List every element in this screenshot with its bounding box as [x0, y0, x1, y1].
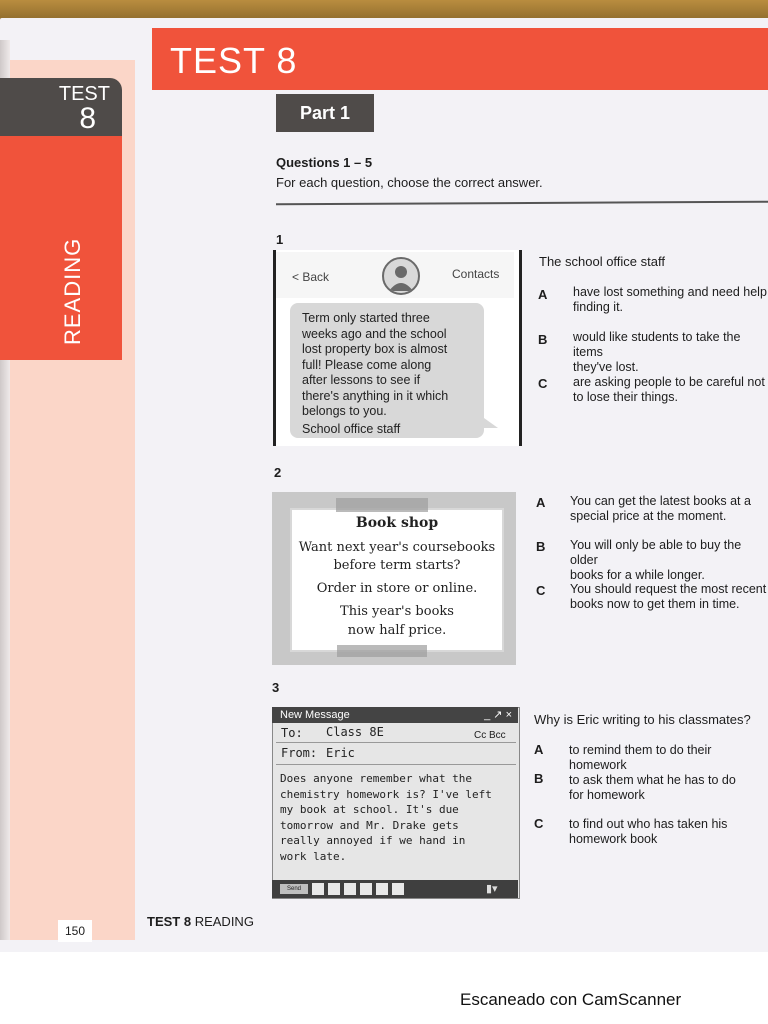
email-line: my book at school. It's due: [280, 803, 459, 816]
message-line: weeks ago and the school: [302, 326, 447, 341]
option-text: [573, 285, 767, 315]
side-tab-number: 8: [79, 102, 96, 135]
option-line: special price at the moment.: [570, 509, 727, 523]
footer-section: READING: [194, 914, 254, 929]
option-text: [570, 538, 768, 583]
message-line: after lessons to see if: [302, 373, 421, 387]
page-number: 150: [58, 920, 92, 942]
option-line: have lost something and need help: [573, 285, 767, 299]
instruction-text: For each question, choose the correct answer.: [276, 175, 543, 190]
trash-icon: ▮▾: [486, 883, 498, 895]
format-icon: [328, 883, 340, 895]
field-divider: [276, 764, 516, 765]
message-line: School office staff: [302, 421, 401, 436]
to-label: To:: [281, 726, 303, 740]
option-line: books now to get them in time.: [570, 597, 740, 611]
notice-line: Order in store or online.: [316, 581, 478, 596]
format-icon: [392, 883, 404, 895]
option-line: to lose their things.: [573, 390, 678, 404]
send-button: Send: [280, 884, 308, 894]
side-tab-label: TEST: [58, 83, 110, 105]
option-line: You can get the latest books at a: [570, 494, 751, 508]
message-line: full! Please come along: [302, 357, 432, 372]
email-line: work late.: [280, 849, 347, 863]
from-value: Eric: [326, 746, 355, 760]
notice-line: Want next year's coursebooks: [298, 540, 496, 555]
format-icon: [312, 883, 324, 895]
tape: [337, 645, 427, 657]
message-line: Term only started three: [302, 311, 430, 325]
option-text: [573, 375, 765, 405]
contacts-link: Contacts: [452, 267, 500, 281]
question-stem-1: The school office staff: [539, 254, 665, 269]
question-number-3: 3: [272, 680, 280, 695]
footer-test: TEST 8: [147, 914, 192, 929]
option-text: [569, 773, 736, 803]
option-letter: B: [534, 771, 544, 786]
email-line: chemistry homework is? I've left: [280, 787, 492, 801]
option-letter: C: [534, 816, 544, 831]
option-text: [569, 817, 727, 847]
option-letter: A: [536, 495, 546, 510]
message-line: there's anything in it which: [302, 388, 449, 403]
footer-label: [147, 914, 254, 929]
notice-title: Book shop: [355, 515, 439, 531]
back-link: < Back: [292, 270, 330, 284]
option-line: would like students to take the items: [573, 330, 741, 359]
option-line: homework book: [569, 832, 658, 846]
bubble-tail: [484, 418, 498, 428]
option-line: to remind them to do their homework: [569, 743, 712, 772]
option-letter: B: [538, 332, 548, 347]
format-icon: [376, 883, 388, 895]
part-label: Part 1: [276, 94, 374, 132]
question-stem-3: Why is Eric writing to his classmates?: [534, 712, 751, 727]
questions-range: Questions 1 – 5: [276, 155, 373, 170]
page-title: TEST 8: [170, 40, 298, 81]
email-title: New Message: [280, 709, 350, 721]
format-icon: [344, 883, 356, 895]
field-divider: [276, 742, 516, 743]
cc-bcc: Cc Bcc: [474, 730, 506, 741]
message-line: belongs to you.: [302, 404, 387, 418]
option-text: [570, 582, 766, 612]
option-letter: B: [536, 539, 546, 554]
avatar-icon: [382, 257, 420, 295]
option-text: [570, 494, 751, 524]
option-line: they've lost.: [573, 360, 639, 374]
notice-line: before term starts?: [333, 558, 461, 573]
from-label: From:: [281, 746, 318, 760]
option-line: for homework: [569, 788, 645, 802]
email-body: [280, 771, 492, 864]
to-value: Class 8E: [326, 725, 384, 739]
question-number-2: 2: [274, 465, 282, 480]
email-line: really annoyed if we hand in: [280, 834, 466, 847]
email-toolbar: [272, 880, 518, 898]
option-letter: A: [534, 742, 544, 757]
window-controls-icon: _ ↗ ×: [484, 709, 512, 721]
option-text: [573, 330, 768, 375]
option-line: are asking people to be careful not: [573, 375, 765, 389]
notice-line: now half price.: [347, 623, 447, 638]
scanner-watermark: Escaneado con CamScanner: [460, 990, 682, 1009]
side-section-label: READING: [60, 237, 85, 345]
option-letter: C: [536, 583, 546, 598]
email-line: Does anyone remember what the: [280, 772, 473, 785]
option-line: books for a while longer.: [570, 568, 705, 582]
option-line: You will only be able to buy the older: [570, 538, 742, 567]
option-line: finding it.: [573, 300, 624, 314]
message-line: lost property box is almost: [302, 342, 448, 356]
question-number-1: 1: [276, 232, 284, 247]
option-line: You should request the most recent: [570, 582, 767, 596]
side-test-tab: [0, 78, 122, 136]
format-icon: [360, 883, 372, 895]
notice-line: This year's books: [340, 604, 454, 619]
tape: [336, 498, 428, 512]
option-letter: C: [538, 376, 548, 391]
option-letter: A: [538, 287, 548, 302]
option-line: to ask them what he has to do: [569, 773, 736, 787]
email-line: tomorrow and Mr. Drake gets: [280, 818, 459, 832]
option-text: [569, 743, 768, 773]
message-text: [302, 311, 484, 437]
email-titlebar: [272, 707, 518, 723]
option-line: to find out who has taken his: [569, 817, 728, 831]
